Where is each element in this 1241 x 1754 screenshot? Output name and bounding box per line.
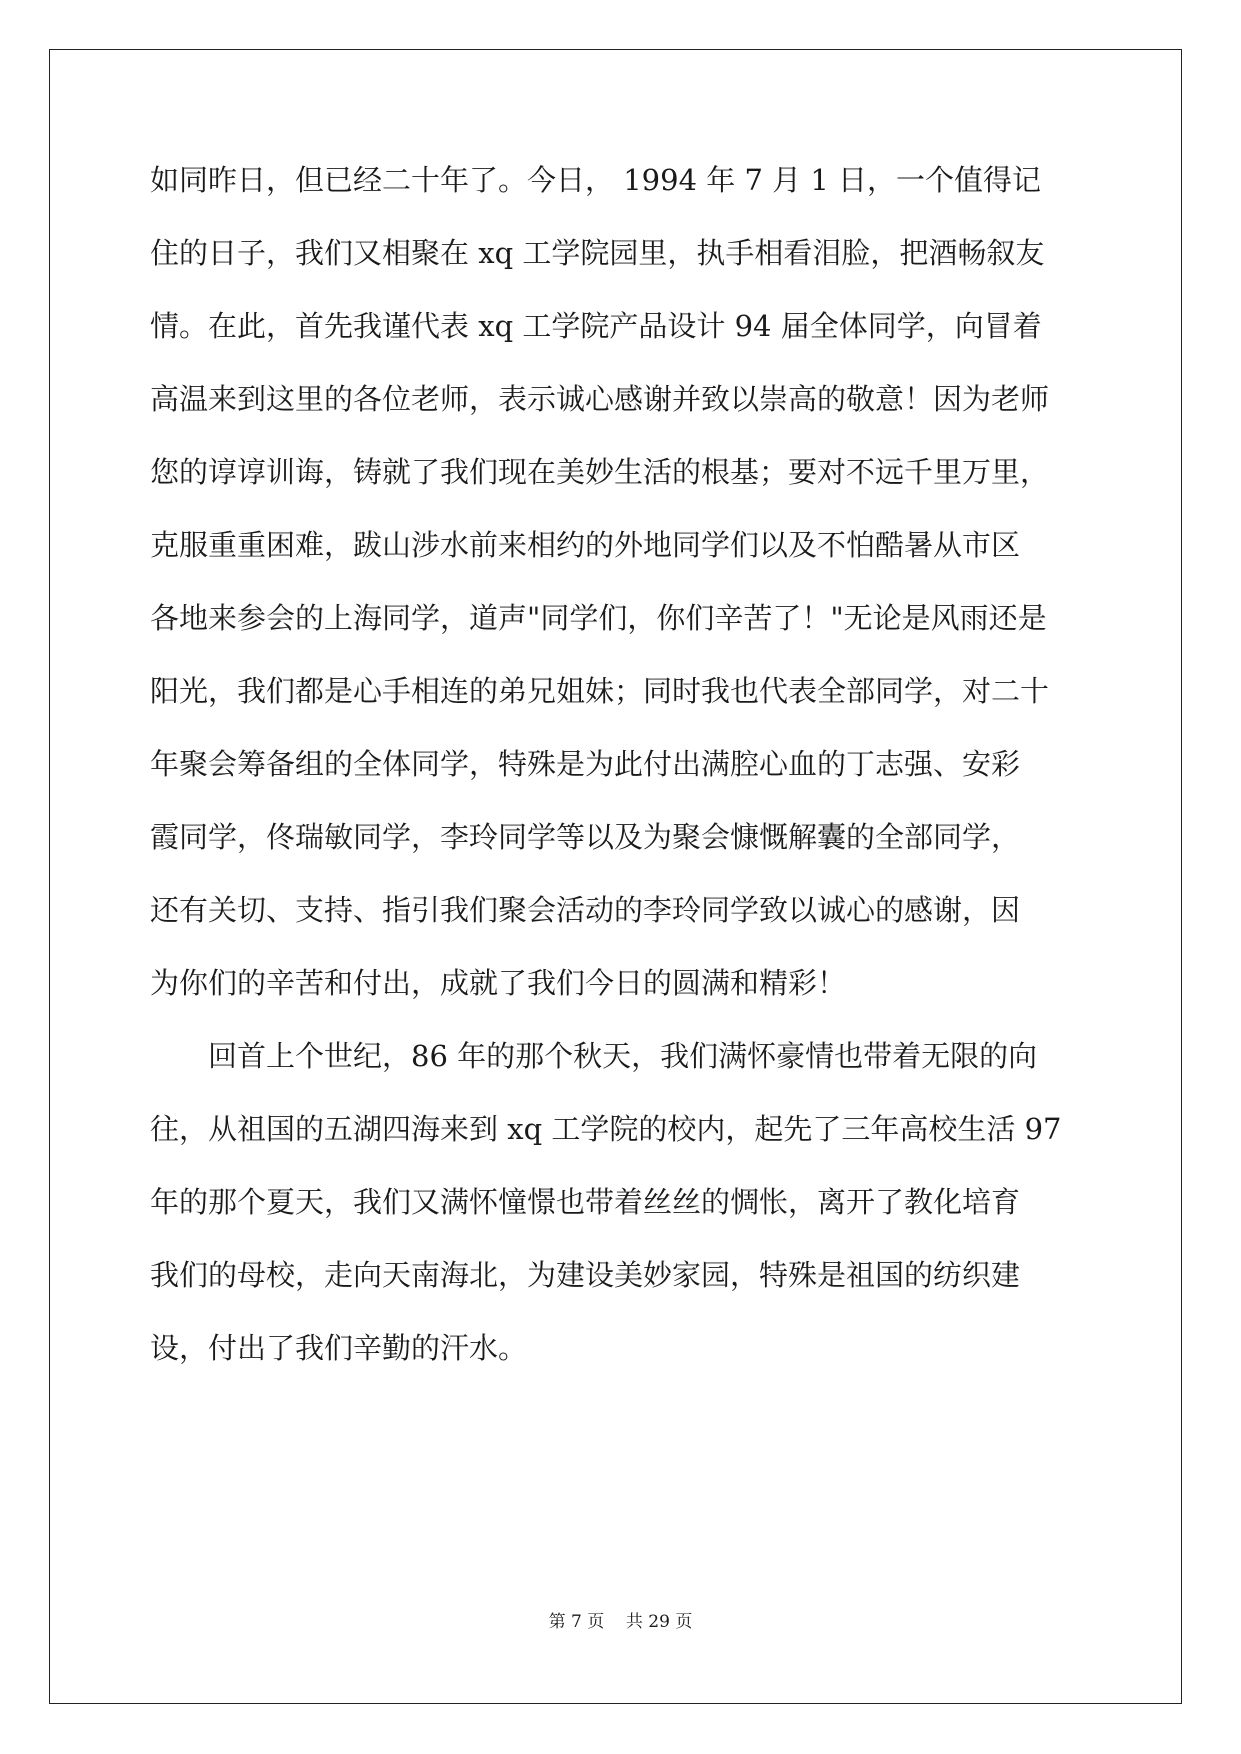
text-line: 情。在此，首先我谨代表 xq 工学院产品设计 94 届全体同学，向冒着 — [150, 309, 1042, 343]
text-line: 住的日子，我们又相聚在 xq 工学院园里，执手相看泪脸，把酒畅叙友 — [150, 236, 1045, 270]
text-line: 我们的母校，走向天南海北，为建设美妙家园，特殊是祖国的纺织建 — [150, 1258, 1021, 1292]
text-line: 克服重重困难，跋山涉水前来相约的外地同学们以及不怕酷暑从市区 — [150, 528, 1021, 562]
text-line: 回首上个世纪，86 年的那个秋天，我们满怀豪情也带着无限的向 — [150, 1039, 1038, 1073]
text-line: 各地来参会的上海同学，道声"同学们，你们辛苦了！"无论是风雨还是 — [150, 601, 1047, 635]
text-line: 年聚会筹备组的全体同学，特殊是为此付出满腔心血的丁志强、安彩 — [150, 747, 1021, 781]
text-line: 您的谆谆训诲，铸就了我们现在美妙生活的根基；要对不远千里万里， — [150, 455, 1050, 489]
text-line: 设，付出了我们辛勤的汗水。 — [150, 1331, 528, 1365]
page-footer — [0, 1611, 1241, 1633]
text-line: 霞同学，佟瑞敏同学，李玲同学等以及为聚会慷慨解囊的全部同学， — [150, 820, 1021, 854]
page-number: 第 7 页 — [548, 1612, 605, 1632]
text-line: 阳光，我们都是心手相连的弟兄姐妹；同时我也代表全部同学，对二十 — [150, 674, 1050, 708]
text-line: 年的那个夏天，我们又满怀憧憬也带着丝丝的惆怅，离开了教化培育 — [150, 1185, 1021, 1219]
text-line: 为你们的辛苦和付出，成就了我们今日的圆满和精彩！ — [150, 966, 847, 1000]
page-total: 共 29 页 — [625, 1612, 693, 1632]
text-line: 高温来到这里的各位老师，表示诚心感谢并致以崇高的敬意！因为老师 — [150, 382, 1050, 416]
page-border — [49, 49, 1182, 1704]
text-line: 往，从祖国的五湖四海来到 xq 工学院的校内，起先了三年高校生活 97 — [150, 1112, 1062, 1146]
text-line: 还有关切、支持、指引我们聚会活动的李玲同学致以诚心的感谢，因 — [150, 893, 1021, 927]
text-line: 如同昨日，但已经二十年了。今日， 1994 年 7 月 1 日，一个值得记 — [150, 163, 1042, 197]
